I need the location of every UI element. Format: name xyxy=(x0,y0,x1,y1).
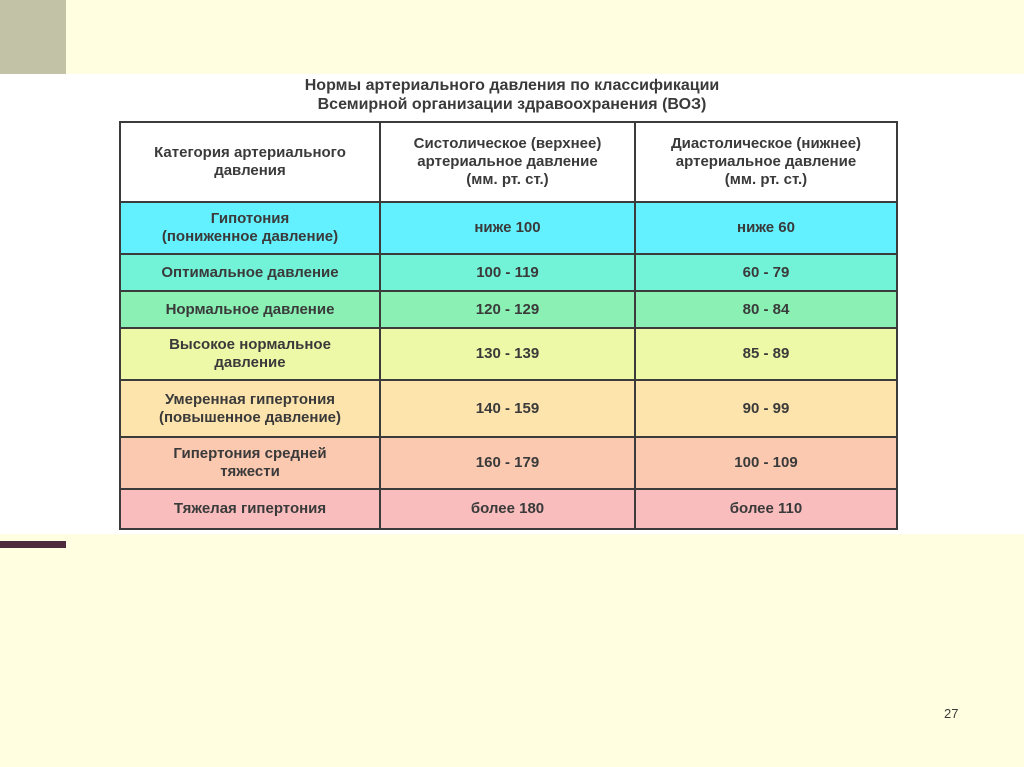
table-row xyxy=(120,328,897,380)
header-systolic-line-1: Систолическое (верхнее) xyxy=(413,135,602,152)
category-cell: Тяжелая гипертония xyxy=(120,489,380,529)
header-category-line-1: Категория артериального xyxy=(154,144,346,161)
category-cell xyxy=(120,380,380,437)
blood-pressure-table xyxy=(119,121,898,530)
table-header-row xyxy=(120,122,897,202)
diastolic-cell: более 110 xyxy=(635,489,897,529)
table-row xyxy=(120,437,897,489)
systolic-cell: 160 - 179 xyxy=(380,437,635,489)
category-line-1: Гипотония xyxy=(210,210,290,227)
systolic-cell: ниже 100 xyxy=(380,202,635,254)
header-systolic xyxy=(380,122,635,202)
diastolic-cell: 80 - 84 xyxy=(635,291,897,328)
diastolic-cell: 90 - 99 xyxy=(635,380,897,437)
category-cell xyxy=(120,328,380,380)
systolic-cell: 140 - 159 xyxy=(380,380,635,437)
category-line-2: (повышенное давление) xyxy=(158,408,342,426)
header-category-line-2: давления xyxy=(214,162,286,179)
category-line-1: Высокое нормальное xyxy=(169,336,331,353)
category-cell: Оптимальное давление xyxy=(120,254,380,291)
header-category xyxy=(120,122,380,202)
diastolic-cell: ниже 60 xyxy=(635,202,897,254)
table-row xyxy=(120,202,897,254)
category-line-1: Гипертония средней xyxy=(173,445,327,462)
slide-title xyxy=(0,76,1024,114)
category-line-2: (пониженное давление) xyxy=(161,228,339,245)
systolic-cell: 130 - 139 xyxy=(380,328,635,380)
diastolic-cell: 100 - 109 xyxy=(635,437,897,489)
table-row xyxy=(120,254,897,291)
category-cell xyxy=(120,202,380,254)
diastolic-cell: 85 - 89 xyxy=(635,328,897,380)
header-systolic-line-2: артериальное давление xyxy=(417,153,598,170)
table-row xyxy=(120,489,897,529)
systolic-cell: 100 - 119 xyxy=(380,254,635,291)
table-row xyxy=(120,380,897,437)
header-systolic-line-3: (мм. рт. ст.) xyxy=(466,171,549,188)
header-diastolic xyxy=(635,122,897,202)
systolic-cell: 120 - 129 xyxy=(380,291,635,328)
category-line-1: Умеренная гипертония xyxy=(164,390,336,408)
header-diastolic-line-3: (мм. рт. ст.) xyxy=(724,171,808,188)
table-row xyxy=(120,291,897,328)
diastolic-cell: 60 - 79 xyxy=(635,254,897,291)
header-diastolic-line-1: Диастолическое (нижнее) xyxy=(670,135,862,152)
slide-title-line-2: Всемирной организации здравоохранения (ВОЗ) xyxy=(317,96,707,113)
page-number: 27 xyxy=(944,706,959,721)
category-cell: Нормальное давление xyxy=(120,291,380,328)
header-diastolic-line-2: артериальное давление xyxy=(675,153,857,170)
systolic-cell: более 180 xyxy=(380,489,635,529)
decorative-corner-block xyxy=(0,0,66,74)
category-line-2: давление xyxy=(214,354,286,371)
category-line-2: тяжести xyxy=(220,463,280,480)
slide-title-line-1: Нормы артериального давления по классификации xyxy=(304,77,720,94)
decorative-divider-bar xyxy=(0,541,66,548)
category-cell xyxy=(120,437,380,489)
